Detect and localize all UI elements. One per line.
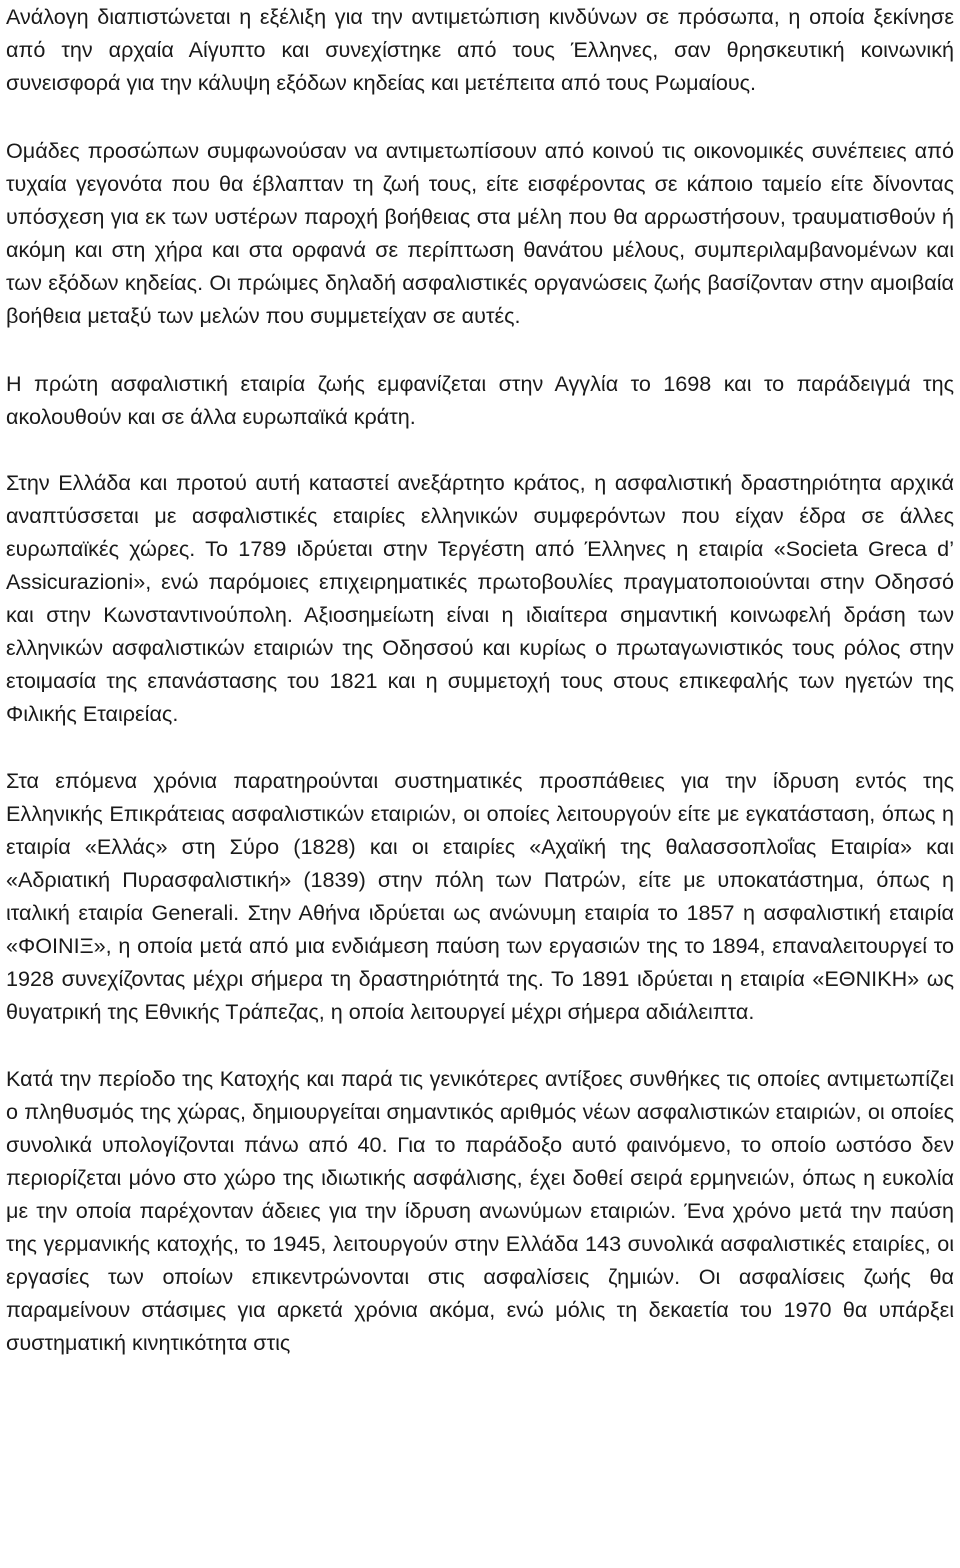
paragraph-6: Κατά την περίοδο της Κατοχής και παρά τις γενικότερες αντίξοες συνθήκες τις οποίες αντιμετωπίζει ο πληθυσμός της χώρας, δημιουργείται σημαντικός αριθμός νέων ασφαλιστικών εταιριών, οι οποίες συνολικά υπολογίζονται πάνω από 40. Για το παράδοξο αυτό φαινόμενο, το οποίο ωστόσο δεν περιορίζεται μόνο στο χώρο της ιδιωτικής ασφάλισης, έχει δοθεί σειρά ερμηνειών, όπως η ευκολία με την οποία παρέχονταν άδειες για την ίδρυση ανωνύμων εταιριών. Ένα χρόνο μετά την παύση της γερμανικής κατοχής, το 1945, λειτουργούν στην Ελλάδα 143 συνολικά ασφαλιστικές εταιρίες, οι εργασίες των οποίων επικεντρώνονται στις ασφαλίσεις ζημιών. Οι ασφαλίσεις ζωής θα παραμείνουν στάσιμες για αρκετά χρόνια ακόμα, ενώ μόλις τη δεκαετία του 1970 θα υπάρξει συστηματική κινητικότητα στις bbox=[6, 1066, 954, 1355]
paragraph-1: Ανάλογη διαπιστώνεται η εξέλιξη για την αντιμετώπιση κινδύνων σε πρόσωπα, η οποία ξεκίνησε από την αρχαία Αίγυπτο και συνεχίστηκε από τους Έλληνες, σαν θρησκευτική κοινωνική συνεισφορά για την κάλυψη εξόδων κηδείας και μετέπειτα από τους Ρωμαίους. bbox=[6, 4, 954, 95]
document-page bbox=[6, 0, 954, 1359]
paragraph-3: Η πρώτη ασφαλιστική εταιρία ζωής εμφανίζεται στην Αγγλία το 1698 και το παράδειγμά της ακολουθούν και σε άλλα ευρωπαϊκά κράτη. bbox=[6, 371, 954, 429]
paragraph-2: Ομάδες προσώπων συμφωνούσαν να αντιμετωπίσουν από κοινού τις οικονομικές συνέπειες από τυχαία γεγονότα που θα έβλαπταν τη ζωή τους, είτε εισφέροντας σε κάποιο ταμείο είτε δίνοντας υπόσχεση για εκ των υστέρων παροχή βοήθειας στα μέλη που θα αρρωστήσουν, τραυματισθούν ή ακόμη και στη χήρα και στα ορφανά σε περίπτωση θανάτου μέλους, συμπεριλαμβανομένων και των εξόδων κηδείας. Οι πρώιμες δηλαδή ασφαλιστικές οργανώσεις ζωής βασίζονταν στην αμοιβαία βοήθεια μεταξύ των μελών που συμμετείχαν σε αυτές. bbox=[6, 138, 954, 328]
paragraph-5: Στα επόμενα χρόνια παρατηρούνται συστηματικές προσπάθειες για την ίδρυση εντός της Ελληνικής Επικράτειας ασφαλιστικών εταιριών, οι οποίες λειτουργούν είτε με εγκατάσταση, όπως η εταιρία «Ελλάς» στη Σύρο (1828) και οι εταιρίες «Αχαϊκή της θαλασσοπλοΐας Εταιρία» και «Αδριατική Πυρασφαλιστική» (1839) στην πόλη των Πατρών, είτε με υποκατάστημα, όπως η ιταλική εταιρία Generali. Στην Αθήνα ιδρύεται ως ανώνυμη εταιρία το 1857 η ασφαλιστική εταιρία «ΦΟΙΝΙΞ», η οποία μετά από μια ενδιάμεση παύση των εργασιών της το 1894, επαναλειτουργεί το 1928 συνεχίζοντας μέχρι σήμερα τη δραστηριότητά της. Το 1891 ιδρύεται η εταιρία «ΕΘΝΙΚΗ» ως θυγατρική της Εθνικής Τράπεζας, η οποία λειτουργεί μέχρι σήμερα αδιάλειπτα. bbox=[6, 768, 954, 1024]
paragraph-4: Στην Ελλάδα και προτού αυτή καταστεί ανεξάρτητο κράτος, η ασφαλιστική δραστηριότητα αρχικά αναπτύσσεται με ασφαλιστικές εταιρίες ελληνικών συμφερόντων που είχαν έδρα σε άλλες ευρωπαϊκές χώρες. Το 1789 ιδρύεται στην Τεργέστη από Έλληνες η εταιρία «Societa Greca d’ Assicurazioni», ενώ παρόμοιες επιχειρηματικές πρωτοβουλίες πραγματοποιούνται στην Οδησσό και στην Κωνσταντινούπολη. Αξιοσημείωτη είναι η ιδιαίτερα σημαντική κοινωφελή δράση των ελληνικών ασφαλιστικών εταιριών της Οδησσού και κυρίως ο πρωταγωνιστικός τους ρόλος στην ετοιμασία της επανάστασης του 1821 και η συμμετοχή τους στους επικεφαλής των ηγετών της Φιλικής Εταιρείας. bbox=[6, 470, 954, 726]
